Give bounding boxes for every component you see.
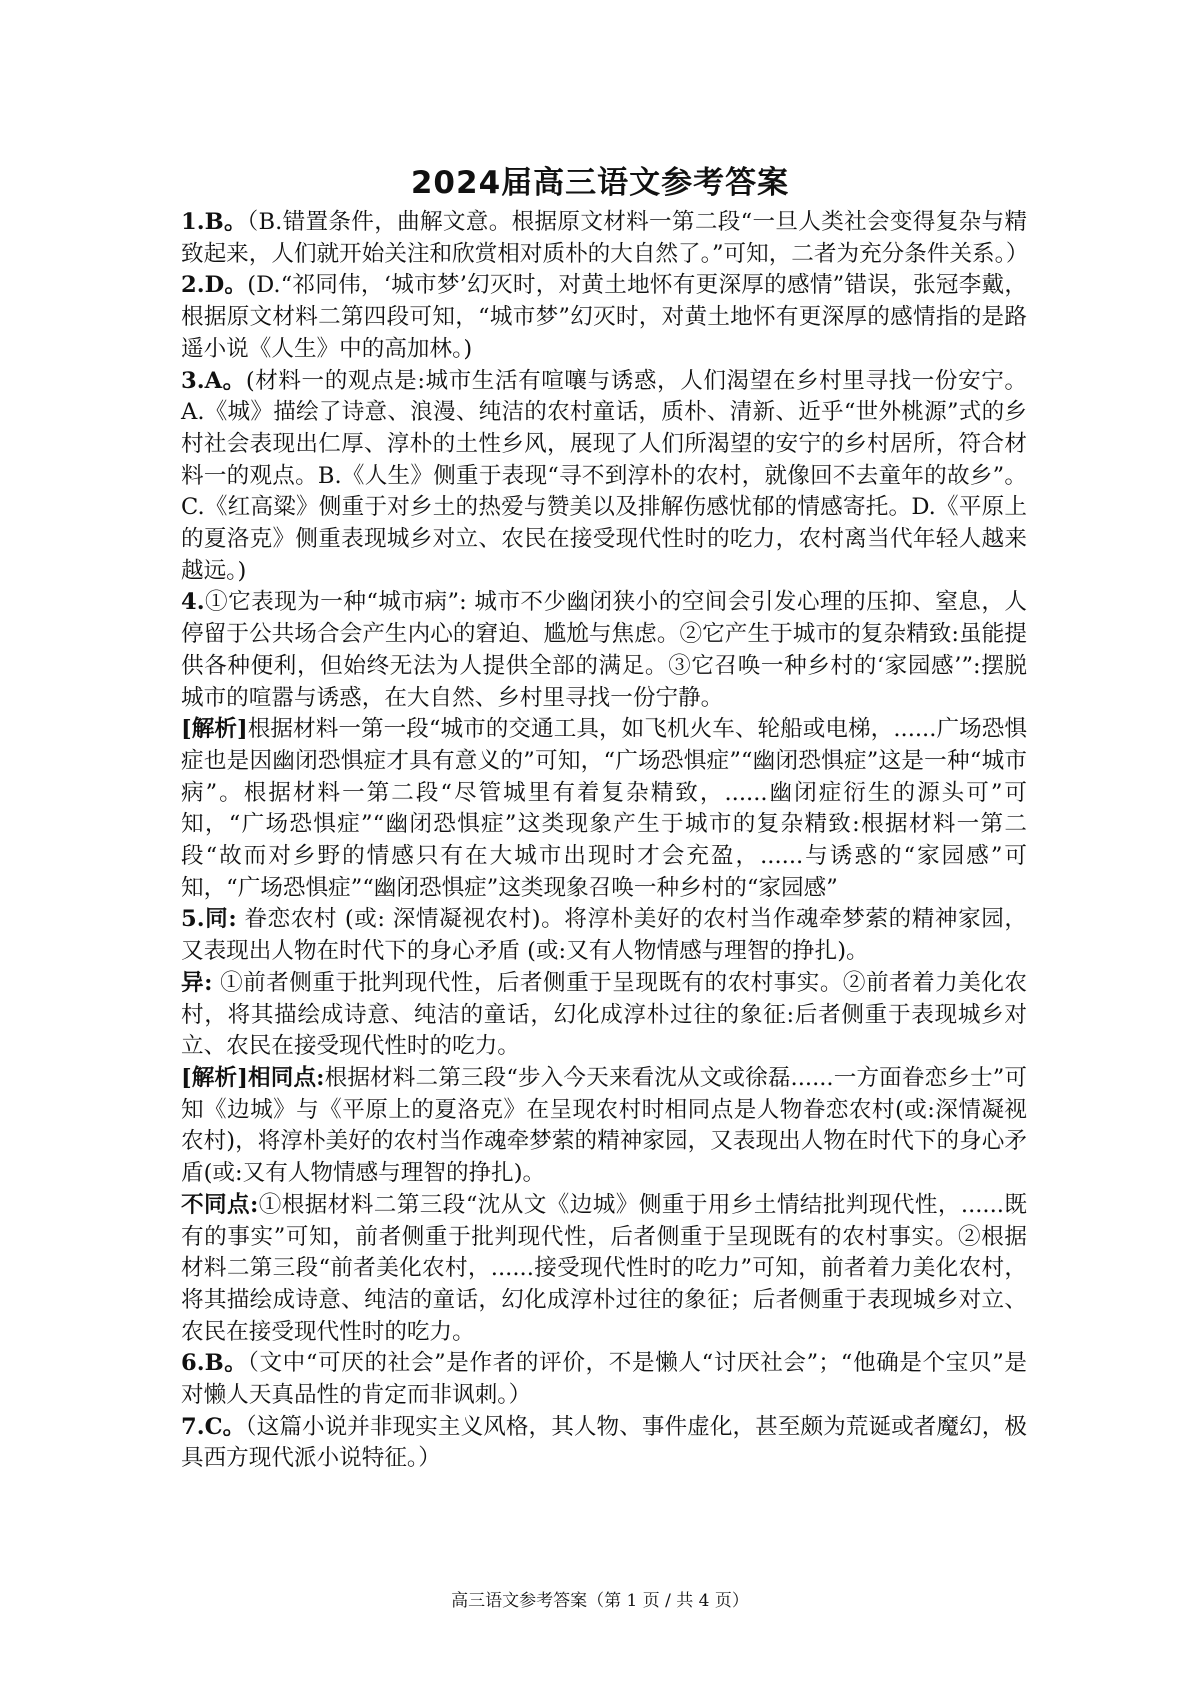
analysis-5-diff — [181, 1190, 1027, 1349]
answer-label: [解析]相同点: — [181, 1064, 325, 1091]
answer-item-3 — [181, 366, 1027, 588]
answer-text: 根据材料二第三段“步入今天来看沈从文或徐磊......一方面眷恋乡士”可知《边城》与《平原上的夏洛克》在呈现农村时相同点是人物眷恋农村(或:深情凝视农村)，将淳朴美好的农村当作魂牵梦萦的精神家园，又表现出人物在时代下的身心矛盾(或:又有人物情感与理智的挣扎)。 — [181, 1064, 1027, 1187]
answer-label: 3.A。 — [181, 367, 246, 394]
answer-item-5-diff — [181, 968, 1027, 1063]
answer-text: (材料一的观点是:城市生活有喧嚷与诱惑，人们渴望在乡村里寻找一份安宁。A.《城》描绘了诗意、浪漫、纯洁的农村童话，质朴、清新、近乎“世外桃源”式的乡村社会表现出仁厚、淳朴的土性乡风，展现了人们所渴望的安宁的乡村居所，符合材料一的观点。B.《人生》侧重于表现“寻不到淳朴的农村，就像回不去童年的故乡”。C.《红高粱》侧重于对乡土的热爱与赞美以及排解伤感忧郁的情感寄托。D.《平原上的夏洛克》侧重表现城乡对立、农民在接受现代性时的吃力，农村离当代年轻人越来越远。) — [181, 367, 1027, 584]
answer-text: （文中“可厌的社会”是作者的评价，不是懒人“讨厌社会”；“他确是个宝贝”是对懒人天真品性的肯定而非讽刺。） — [181, 1350, 1027, 1409]
answer-label: [解析] — [181, 716, 248, 743]
answer-item-1 — [181, 207, 1027, 270]
analysis-5-same — [181, 1063, 1027, 1190]
answer-label: 7.C。 — [181, 1413, 246, 1440]
answer-label: 1.B。 — [181, 209, 247, 235]
answer-label: 5.同: — [181, 906, 237, 933]
answer-item-7 — [181, 1412, 1027, 1475]
answer-label: 6.B。 — [181, 1350, 248, 1377]
answer-text: ①它表现为一种“城市病”: 城市不少幽闭狭小的空间会引发心理的压抑、窒息，人停留于公共场合会产生内心的窘迫、尴尬与焦虑。②它产生于城市的复杂精致:虽能提供各种便利，但始终无法为人提供全部的满足。③它召唤一种乡村的‘家园感’”:摆脱城市的喧嚣与诱惑，在大自然、乡村里寻找一份宁静。 — [181, 589, 1027, 711]
answer-text: 眷恋农村 (或: 深情凝视农村)。将淳朴美好的农村当作魂牵梦萦的精神家园，又表现出人物在时代下的身心矛盾 (或:又有人物情感与理智的挣扎)。 — [181, 906, 1027, 965]
page-title: 2024届高三语文参考答案 — [410, 165, 790, 201]
page-footer: 高三语文参考答案（第 1 页 / 共 4 页） — [451, 1591, 749, 1611]
answer-text: ①前者侧重于批判现代性，后者侧重于呈现既有的农村事实。②前者着力美化农村，将其描绘成诗意、纯洁的童话，幻化成淳朴过往的象征:后者侧重于表现城乡对立、农民在接受现代性时的吃力。 — [181, 969, 1028, 1060]
answer-item-5-same — [181, 904, 1027, 967]
answer-text: (D.“祁同伟，‘城市梦’幻灭时，对黄土地怀有更深厚的感情”错误，张冠李戴，根据原文材料二第四段可知，“城市梦”幻灭时，对黄土地怀有更深厚的感情指的是路遥小说《人生》中的高加林。) — [181, 272, 1027, 362]
answer-text: 根据材料一第一段“城市的交通工具，如飞机火车、轮船或电梯，......广场恐惧症也是因幽闭恐惧症才具有意义的”可知，“广场恐惧症”“幽闭恐惧症”这是一种“城市病”。根据材料一第二段“尽管城里有着复杂精致，......幽闭症衍生的源头可”可知，“广场恐惧症”“幽闭恐惧症”这类现象产生于城市的复杂精致:根据材料一第二段“故而对乡野的情感只有在大城市出现时才会充盈，......与诱惑的“家园感”可知，“广场恐惧症”“幽闭恐惧症”这类现象召唤一种乡村的“家园感” — [181, 716, 1027, 901]
answer-label: 异: — [181, 969, 213, 996]
answer-text: ①根据材料二第三段“沈从文《边城》侧重于用乡土情结批判现代性，......既有的事实”可知，前者侧重于批判现代性，后者侧重于呈现既有的农村事实。②根据材料二第三段“前者美化农村，......接受现代性时的吃力”可知，前者着力美化农村，将其描绘成诗意、纯洁的童话，幻化成淳朴过往的象征；后者侧重于表现城乡对立、农民在接受现代性时的吃力。 — [181, 1191, 1027, 1345]
answer-text: （这篇小说并非现实主义风格，其人物、事件虚化，甚至颇为荒诞或者魔幻，极具西方现代派小说特征。） — [181, 1413, 1027, 1472]
answer-item-4 — [181, 587, 1027, 714]
answer-item-6 — [181, 1348, 1027, 1411]
analysis-4 — [181, 714, 1027, 904]
answer-list — [181, 207, 1027, 1475]
answer-item-2 — [181, 270, 1027, 365]
answer-text: （B.错置条件，曲解文意。根据原文材料一第二段“一旦人类社会变得复杂与精致起来，人们就开始关注和欣赏相对质朴的大自然了。”可知，二者为充分条件关系。） — [181, 209, 1029, 267]
answer-label: 不同点: — [181, 1191, 259, 1218]
answer-label: 2.D。 — [181, 272, 248, 299]
answer-label: 4. — [181, 589, 205, 616]
